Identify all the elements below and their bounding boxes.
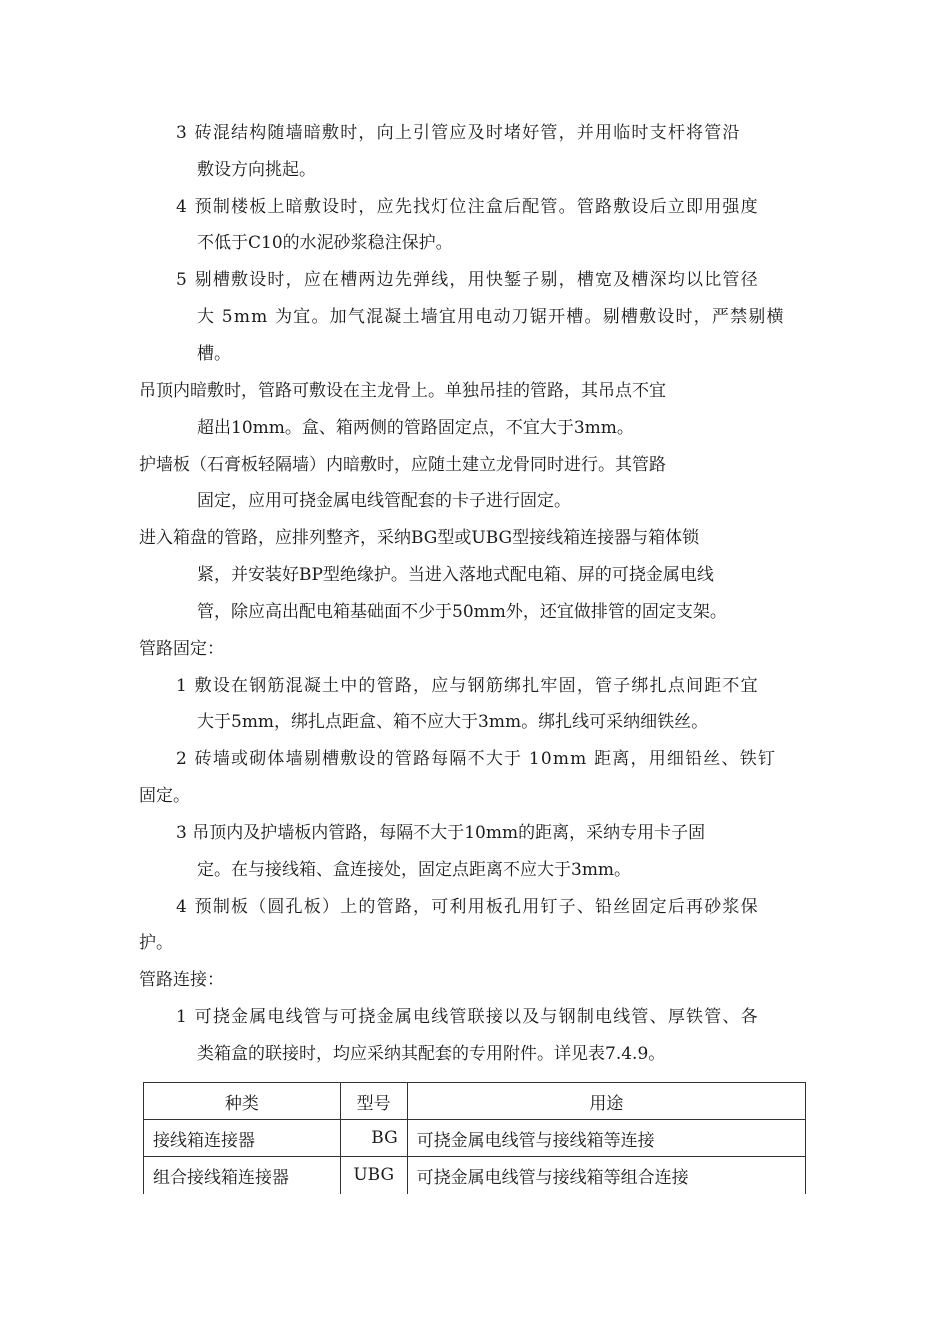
table-cell: 组合接线箱连接器 [144,1157,341,1194]
paragraph-line: 槽。 [197,344,231,364]
paragraph-line: 5 剔槽敷设时，应在槽两边先弹线，用快錾子剔，槽宽及槽深均以比管径 [176,270,759,290]
paragraph-line: 1 可挠金属电线管与可挠金属电线管联接以及与钢制电线管、厚铁管、各 [176,1007,759,1027]
paragraph-line: 2 砖墙或砌体墙剔槽敷设的管路每隔不大于 10mm 距离，用细铅丝、铁钉 [176,749,777,769]
paragraph-line: 不低于C10的水泥砂浆稳注保护。 [197,233,453,253]
paragraph-line: 4 预制板（圆孔板）上的管路，可利用板孔用钉子、铅丝固定后再砂浆保 [176,897,759,917]
paragraph-line: 紧，并安装好BP型绝缘护。当进入落地式配电箱、屏的可挠金属电线 [197,565,714,585]
table-cell: 接线箱连接器 [144,1120,341,1157]
paragraph-line: 大 5mm 为宜。加气混凝土墙宜用电动刀锯开槽。剔槽敷设时，严禁剔横 [197,307,785,327]
paragraph-line: 类箱盒的联接时，均应采纳其配套的专用附件。详见表7.4.9。 [197,1044,666,1064]
paragraph-line: 1 敷设在钢筋混凝土中的管路，应与钢筋绑扎牢固，管子绑扎点间距不宜 [176,676,759,696]
paragraph-line: 护。 [139,933,173,953]
table-cell: 可挠金属电线管与接线箱等组合连接 [407,1157,805,1194]
table-header-cell: 用途 [407,1083,805,1120]
paragraph-line: 3 吊顶内及护墙板内管路，每隔不大于10mm的距离，采纳专用卡子固 [176,823,706,843]
paragraph-line: 4 预制楼板上暗敷设时，应先找灯位注盒后配管。管路敷设后立即用强度 [176,197,759,217]
table-row [144,1120,806,1157]
paragraph-line: 固定。 [139,786,190,806]
table-cell: BG [340,1120,407,1157]
table-header-row [144,1083,806,1120]
paragraph-line: 大于5mm，绑扎点距盒、箱不应大于3mm。绑扎线可采纳细铁丝。 [197,712,709,732]
paragraph-line: 敷设方向挑起。 [197,160,316,180]
paragraph-line: 进入箱盘的管路，应排列整齐，采纳BG型或UBG型接线箱连接器与箱体锁 [139,528,700,548]
paragraph-line: 吊顶内暗敷时，管路可敷设在主龙骨上。单独吊挂的管路，其吊点不宜 [139,381,666,401]
table-row [144,1157,806,1194]
paragraph-line: 3 砖混结构随墙暗敷时，向上引管应及时堵好管，并用临时支杆将管沿 [176,123,741,143]
fittings-table [143,1082,806,1194]
section-heading: 管路固定： [139,639,224,659]
paragraph-line: 护墙板（石膏板轻隔墙）内暗敷时，应随土建立龙骨同时进行。其管路 [139,455,666,475]
paragraph-line: 固定，应用可挠金属电线管配套的卡子进行固定。 [197,491,571,511]
table-cell: 可挠金属电线管与接线箱等连接 [407,1120,805,1157]
table-header-cell: 种类 [144,1083,341,1120]
table-header-cell: 型号 [340,1083,407,1120]
paragraph-line: 管，除应高出配电箱基础面不少于50mm外，还宜做排管的固定支架。 [197,602,727,622]
section-heading: 管路连接： [139,970,224,990]
table-cell: UBG [340,1157,407,1194]
paragraph-line: 定。在与接线箱、盒连接处，固定点距离不应大于3mm。 [197,860,632,880]
paragraph-line: 超出10mm。盒、箱两侧的管路固定点，不宜大于3mm。 [197,418,634,438]
